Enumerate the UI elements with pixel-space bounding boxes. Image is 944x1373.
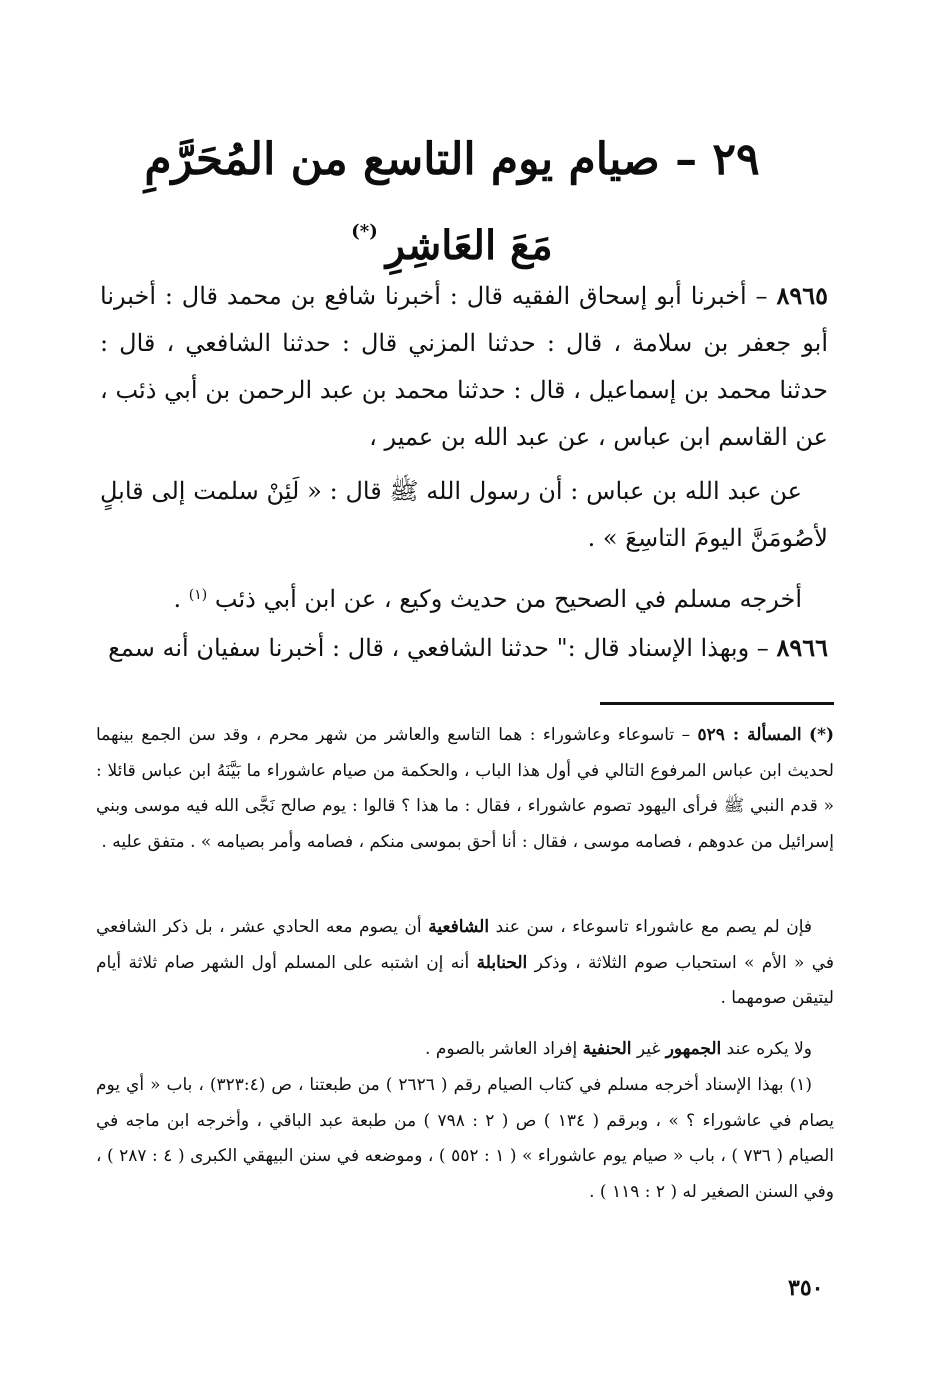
footnote-reference: (١) (188, 587, 208, 603)
footnote-text: غير (636, 1039, 661, 1059)
chapter-title-line-2 (0, 200, 944, 278)
footnote-1-text: (١) بهذا الإسناد أخرجه مسلم في كتاب الصيام رقم ( ٢٦٢٦ ) من طبعتنا ، ص (٣٢٣:٤) ، باب « أي يوم يصام في عاشوراء ؟ » ، وبرقم ( ١٣٤ ) ص ( ٢ : ٧٩٨ ) من طبعة عبد الباقي ، وأخرجه ابن ماجه في الصيام ( ٧٣٦ ) ، باب « صيام يوم عاشوراء » ( ١ : ٥٥٢ ) ، وموضعه في سنن البيهقي الكبرى ( ٤ : ٢٨٧ ) ، وفي السنن الصغير له ( ٢ : ١١٩ ) . (96, 1075, 835, 1202)
footnote-text: إفراد العاشر بالصوم . (425, 1039, 578, 1059)
footnote-text: ولا يكره عند (726, 1039, 812, 1059)
madhhab-name: الحنابلة (476, 952, 528, 973)
madhhab-name: الجمهور (665, 1039, 722, 1059)
masala-text: – تاسوعاء وعاشوراء : هما التاسع والعاشر من شهر محرم ، وقد سن الجمع بينهما لحديث ابن عباس المرفوع التالي في أول هذا الباب ، والحكمة من صيام عاشوراء ما بَيَّنَهُ ابن عباس قائلا : « قدم النبي ﷺ فرأى اليهود تصوم عاشوراء ، فقال : ما هذا ؟ قالوا : يوم صالح نَجَّى الله فيه موسى وبني إسرائيل من عدوهم ، فصامه موسى ، فقال : أنا أحق بموسى منكم ، فصامه وأمر بصيامه » . متفق عليه . (96, 725, 834, 852)
hadith-number: ٨٩٦٥ (776, 281, 828, 310)
next-hadith-paragraph (100, 624, 828, 672)
footnote-masala (96, 718, 834, 860)
next-hadith-text: – وبهذا الإسناد قال :" حدثنا الشافعي ، قال : أخبرنا سفيان أنه سمع (108, 634, 769, 662)
madhhab-name: الحنفية (582, 1039, 632, 1059)
takhrij-end: . (173, 585, 182, 613)
hadith-matn: عن عبد الله بن عباس : أن رسول الله ﷺ قال : « لَئِنْ سلمت إلى قابلٍ لأصُومَنَّ اليومَ التاسِعَ » . (100, 477, 828, 552)
masala-label: المسألة : ٥٢٩ (697, 725, 802, 745)
footnote-marker: (*) (809, 725, 835, 745)
hadith-number-2: ٨٩٦٦ (776, 633, 828, 662)
footnote-jumhur (96, 1032, 834, 1068)
chapter-title-text-2: مَعَ العَاشِرِ (385, 222, 553, 269)
hadith-chain-text: – أخبرنا أبو إسحاق الفقيه قال : أخبرنا شافع بن محمد قال : أخبرنا أبو جعفر بن سلامة ، قال : حدثنا المزني قال : حدثنا الشافعي ، قال : حدثنا محمد بن إسماعيل ، قال : حدثنا محمد بن عبد الرحمن بن أبي ذئب ، عن القاسم ابن عباس ، عن عبد الله بن عمير ، (100, 282, 828, 451)
chapter-title-line-1 (0, 128, 944, 192)
footnote-separator (600, 702, 834, 705)
madhhab-name: الشافعية (428, 917, 490, 937)
chapter-number: ٢٩ (712, 134, 760, 185)
hadith-chain-paragraph (100, 272, 828, 461)
footnote-text: أنه إن اشتبه على المسلم أول الشهر صام ثلاثة أيام ليتيقن صومهما . (96, 952, 834, 1008)
chapter-dash: – (675, 134, 698, 185)
takhrij-paragraph (100, 572, 828, 623)
chapter-footnote-marker: (*) (351, 221, 378, 242)
footnote-text: أن يصوم معه الحادي عشر ، بل ذكر الشافعي في « الأم » استحباب صوم الثلاثة ، وذكر (96, 917, 834, 973)
takhrij-text: أخرجه مسلم في الصحيح من حديث وكيع ، عن ابن أبي ذئب (214, 585, 802, 613)
hadith-text-paragraph (100, 468, 828, 562)
page-number: ٣٥٠ (788, 1275, 824, 1301)
chapter-title-text: صيام يوم التاسع من المُحَرَّمِ (144, 134, 660, 185)
footnote-shafii (96, 910, 834, 1017)
footnote-text: فإن لم يصم مع عاشوراء تاسوعاء ، سن عند (495, 917, 812, 937)
footnote-1 (96, 1068, 834, 1210)
